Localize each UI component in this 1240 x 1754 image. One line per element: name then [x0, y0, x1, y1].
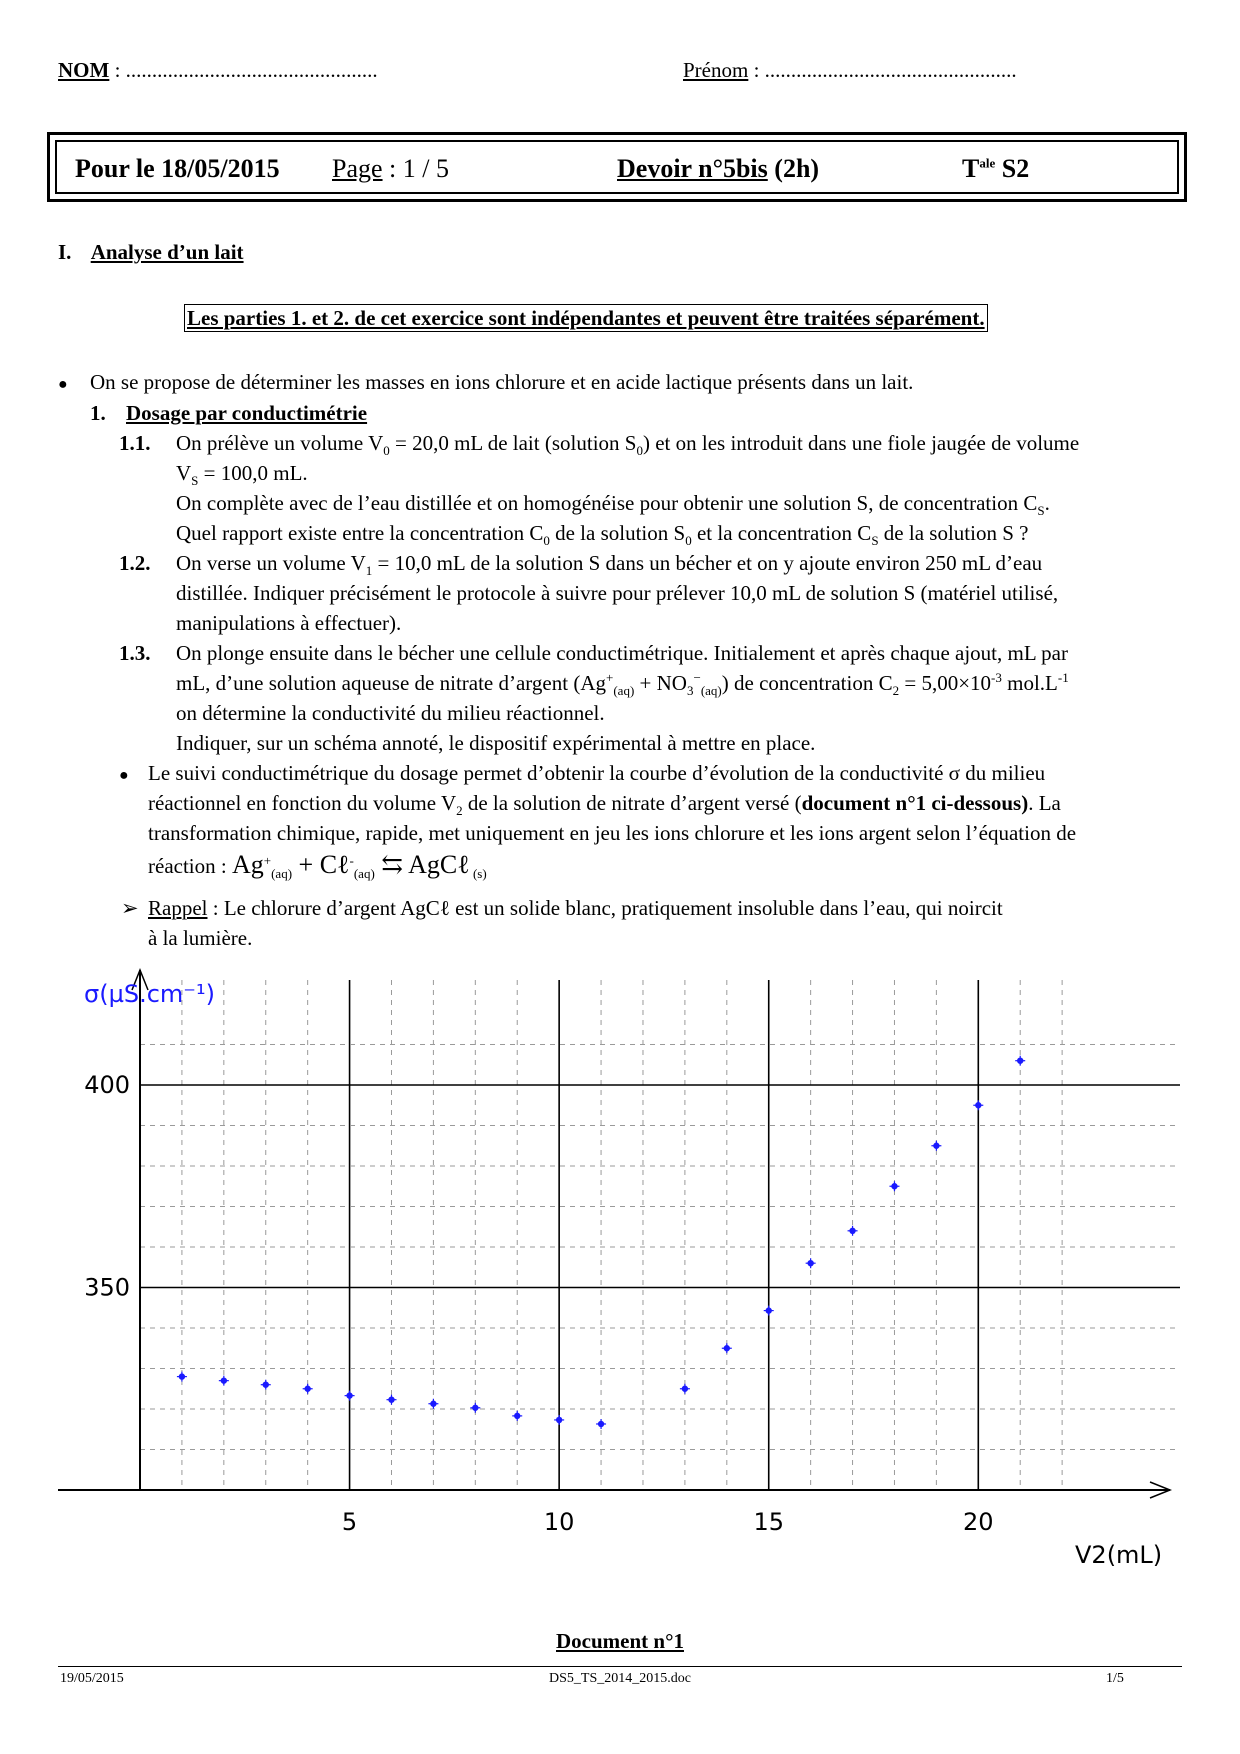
reaction-equation: réaction : $Ag^+_{(aq)}$ + Cℓ-$_{(aq)}$ ⇆ AgCℓ $_{(s)}$ [148, 850, 487, 882]
x-tick-label: 20 [963, 1508, 994, 1536]
prenom-block [683, 58, 1017, 83]
y-axis-title: σ(µS.cm⁻¹) [84, 980, 215, 1008]
y-tick-label: 350 [84, 1273, 130, 1302]
rappel-label: Rappel [148, 896, 208, 920]
part1-title: Dosage par conductimétrie [126, 401, 368, 425]
data-point [722, 1343, 732, 1353]
q11-number: 1.1. [119, 431, 151, 455]
data-point [931, 1141, 941, 1151]
chart-grid [140, 980, 1180, 1490]
data-point [973, 1100, 983, 1110]
class-sup: ale [979, 155, 996, 171]
x-tick-label: 15 [753, 1508, 784, 1536]
data-point [764, 1306, 774, 1316]
suivi-line1: Le suivi conductimétrique du dosage permet d’obtenir la courbe d’évolution de la conductivité σ du milieu [148, 761, 1046, 785]
data-point [806, 1258, 816, 1268]
header-box [47, 132, 1187, 202]
intro-text: On se propose de déterminer les masses en ions chlorure et en acide lactique présents dans un lait. [90, 370, 914, 394]
prenom-field[interactable]: : ................................................ [748, 58, 1017, 82]
data-point [303, 1384, 313, 1394]
suivi-line2: réactionnel en fonction du volume $V_2$ de la solution de nitrate d’argent versé (document n°1 ci-dessous). La [148, 791, 1061, 819]
x-tick-label: 5 [341, 1508, 358, 1536]
q11-line3: On complète avec de l’eau distillée et on homogénéise pour obtenir une solution S, de concentration $C_S$. [176, 491, 1050, 519]
q12-number: 1.2. [119, 551, 151, 575]
data-point [219, 1376, 229, 1386]
page-indicator [332, 154, 449, 184]
prenom-label: Prénom [683, 58, 749, 82]
class-t: T [962, 154, 980, 183]
arrow-bullet-icon: ➢ [121, 896, 139, 920]
footer-filename: DS5_TS_2014_2015.doc [549, 1671, 691, 1686]
section-heading [58, 237, 244, 267]
page-value: : 1 / 5 [382, 154, 449, 183]
chart-caption: Document n°1 [556, 1629, 684, 1653]
q11-line4: Quel rapport existe entre la concentration $C_0$ de la solution $S_0$ et la concentration $C_S$ de la solution S ? [176, 521, 1029, 549]
q11-line2: $V_S = 100,0$ mL. [176, 461, 308, 489]
suivi-line3: transformation chimique, rapide, met uniquement en jeu les ions chlorure et les ions argent selon l’équation de [148, 821, 1077, 845]
data-point [512, 1411, 522, 1421]
part1-number: 1. [90, 401, 106, 425]
q13-line1: On plonge ensuite dans le bécher une cellule conductimétrique. Initialement et après chaque ajout, mL par [176, 641, 1068, 665]
nom-field[interactable]: : ................................................ [109, 58, 378, 82]
chart-tick-labels [84, 1071, 993, 1536]
suivi-bullet-icon: ● [119, 767, 129, 784]
footer-date: 19/05/2015 [60, 1671, 124, 1686]
data-point [177, 1372, 187, 1382]
class-label [962, 154, 1029, 184]
data-point [261, 1380, 271, 1390]
data-point [889, 1181, 899, 1191]
data-point [345, 1391, 355, 1401]
header-inner [55, 140, 1179, 194]
intro-item [58, 367, 68, 400]
data-point [428, 1399, 438, 1409]
footer-rule [58, 1666, 1182, 1667]
class-rest: S2 [995, 154, 1030, 183]
section-number: I. [58, 240, 72, 264]
data-point [1015, 1056, 1025, 1066]
x-tick-label: 10 [543, 1508, 575, 1536]
devoir-label: Devoir n°5bis [617, 154, 768, 183]
chart-axes [58, 970, 1170, 1498]
q13-line3: on détermine la conductivité du milieu réactionnel. [176, 701, 605, 725]
devoir-title [617, 154, 819, 184]
q12-line3: manipulations à effectuer). [176, 611, 402, 635]
data-point [680, 1384, 690, 1394]
due-date: Pour le 18/05/2015 [75, 154, 280, 183]
q12-line1: On verse un volume $V_1 = 10,0$ mL de la solution S dans un bécher et on y ajoute environ 250 mL d’eau [176, 551, 1043, 579]
page-label: Page [332, 154, 383, 183]
q13-line4: Indiquer, sur un schéma annoté, le dispositif expérimental à mettre en place. [176, 731, 816, 755]
x-axis-title: V2(mL) [1075, 1541, 1163, 1569]
rappel-line2: à la lumière. [148, 926, 253, 950]
rappel-line1: Rappel : Le chlorure d’argent AgCℓ est un solide blanc, pratiquement insoluble dans l’eau, qui noircit [148, 896, 1003, 920]
q11-line1: On prélève un volume $V_0 = 20,0$ mL de lait (solution $S_0$) et on les introduit dans une fiole jaugée de volume [176, 431, 1080, 459]
bullet-icon: ● [58, 376, 68, 393]
conductivity-chart [40, 960, 1200, 1600]
data-point [596, 1419, 606, 1429]
footer-page: 1/5 [1106, 1671, 1124, 1686]
y-tick-label: 400 [84, 1071, 130, 1099]
q13-number: 1.3. [119, 641, 151, 665]
section-title: Analyse d’un lait [90, 240, 244, 264]
independence-note: Les parties 1. et 2. de cet exercice sont indépendantes et peuvent être traitées séparément. [184, 304, 988, 332]
data-point [470, 1403, 480, 1413]
q12-line2: distillée. Indiquer précisément le protocole à suivre pour prélever 10,0 mL de solution S (matériel utilisé, [176, 581, 1059, 605]
q13-line2: mL, d’une solution aqueuse de nitrate d’argent $(Ag^+_{(aq)} + NO_3^-_{(aq)})$ de concentration $C_2 = 5,00\times 10^{-3}$ $mol.L^{-1}$ [176, 670, 1069, 699]
devoir-duration: (2h) [767, 154, 820, 183]
name-row [58, 58, 1158, 83]
data-point [554, 1415, 564, 1425]
data-point [848, 1226, 858, 1236]
nom-label: NOM [58, 58, 110, 82]
data-point [386, 1395, 396, 1405]
